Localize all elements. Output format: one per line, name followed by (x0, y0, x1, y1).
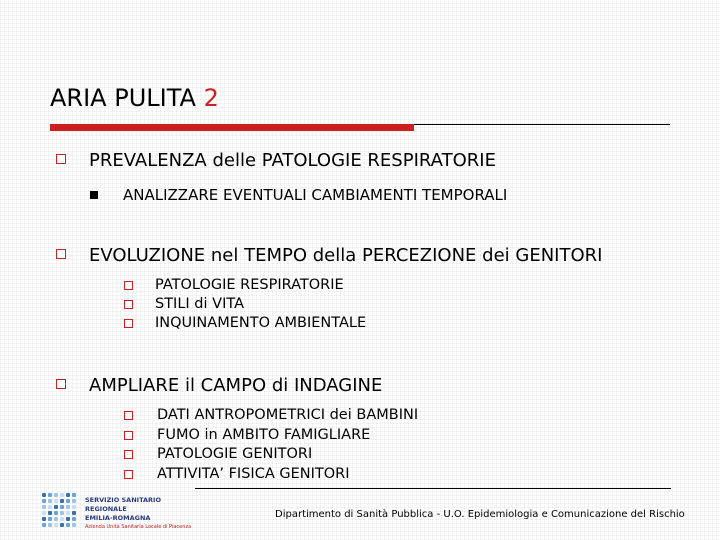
logo-mosaic-dot (54, 517, 58, 521)
section-subitem: STILI di VITA (155, 296, 244, 312)
hollow-square-icon (124, 450, 133, 459)
section-subitem: DATI ANTROPOMETRICI dei BAMBINI (157, 407, 419, 423)
logo-mosaic-dot (60, 511, 64, 515)
hollow-square-icon (124, 431, 133, 440)
slide-title (50, 84, 219, 112)
section-subitem: INQUINAMENTO AMBIENTALE (155, 315, 367, 331)
logo-mosaic-dot (72, 493, 76, 497)
logo-text (85, 496, 202, 532)
logo-mosaic-dot (66, 493, 70, 497)
logo-mosaic-dot (60, 523, 64, 527)
logo-mosaic-dot (60, 493, 64, 497)
logo-mosaic-dot (60, 499, 64, 503)
logo-mosaic-dot (72, 517, 76, 521)
logo-mosaic-dot (60, 505, 64, 509)
logo-mosaic-dot (54, 493, 58, 497)
slide-title-number: 2 (203, 84, 219, 112)
logo-mosaic-dot (66, 511, 70, 515)
hollow-square-icon (124, 319, 133, 328)
logo-mosaic-icon (42, 493, 80, 529)
logo-mosaic-dot (54, 505, 58, 509)
footer-divider (195, 488, 671, 489)
logo-mosaic-dot (66, 523, 70, 527)
section-subitem: FUMO in AMBITO FAMIGLIARE (157, 427, 371, 443)
logo-mosaic-dot (48, 517, 52, 521)
ssr-logo (42, 493, 202, 529)
logo-mosaic-dot (60, 517, 64, 521)
section-heading: EVOLUZIONE nel TEMPO della PERCEZIONE dei GENITORI (89, 245, 603, 266)
hollow-square-icon (124, 281, 133, 290)
logo-mosaic-dot (42, 523, 46, 527)
hollow-square-icon (124, 300, 133, 309)
logo-mosaic-dot (42, 499, 46, 503)
logo-mosaic-dot (48, 499, 52, 503)
logo-mosaic-dot (42, 511, 46, 515)
logo-mosaic-dot (42, 493, 46, 497)
logo-mosaic-dot (72, 523, 76, 527)
title-underline-line (414, 124, 670, 125)
logo-mosaic-dot (72, 511, 76, 515)
logo-mosaic-dot (66, 505, 70, 509)
section-heading: AMPLIARE il CAMPO di INDAGINE (89, 375, 383, 396)
section-subitem: ATTIVITA’ FISICA GENITORI (157, 466, 350, 482)
logo-line-2: EMILIA-ROMAGNA (85, 514, 151, 522)
logo-mosaic-dot (54, 499, 58, 503)
logo-mosaic-dot (72, 505, 76, 509)
title-underline-red (50, 124, 414, 131)
section-heading: PREVALENZA delle PATOLOGIE RESPIRATORIE (89, 150, 496, 171)
section-subitem: PATOLOGIE RESPIRATORIE (155, 277, 344, 293)
logo-mosaic-dot (42, 505, 46, 509)
filled-square-icon (90, 191, 98, 199)
logo-mosaic-dot (48, 523, 52, 527)
hollow-square-icon (56, 154, 66, 164)
section-subitem: ANALIZZARE EVENTUALI CAMBIAMENTI TEMPORALI (123, 186, 508, 204)
logo-mosaic-dot (48, 505, 52, 509)
hollow-square-icon (124, 470, 133, 479)
hollow-square-icon (56, 379, 66, 389)
logo-mosaic-dot (42, 517, 46, 521)
logo-line-3: Azienda Unità Sanitaria Locale di Piacenza (85, 524, 192, 530)
logo-mosaic-dot (54, 523, 58, 527)
logo-mosaic-dot (48, 493, 52, 497)
logo-mosaic-dot (48, 511, 52, 515)
slide-title-text: ARIA PULITA (50, 84, 196, 112)
hollow-square-icon (56, 249, 66, 259)
logo-mosaic-dot (72, 499, 76, 503)
logo-line-1: SERVIZIO SANITARIO REGIONALE (85, 496, 161, 513)
logo-mosaic-dot (66, 499, 70, 503)
hollow-square-icon (124, 411, 133, 420)
footer-department: Dipartimento di Sanità Pubblica - U.O. Epidemiologia e Comunicazione del Rischio (275, 509, 685, 520)
logo-mosaic-dot (66, 517, 70, 521)
logo-mosaic-dot (54, 511, 58, 515)
section-subitem: PATOLOGIE GENITORI (157, 446, 313, 462)
